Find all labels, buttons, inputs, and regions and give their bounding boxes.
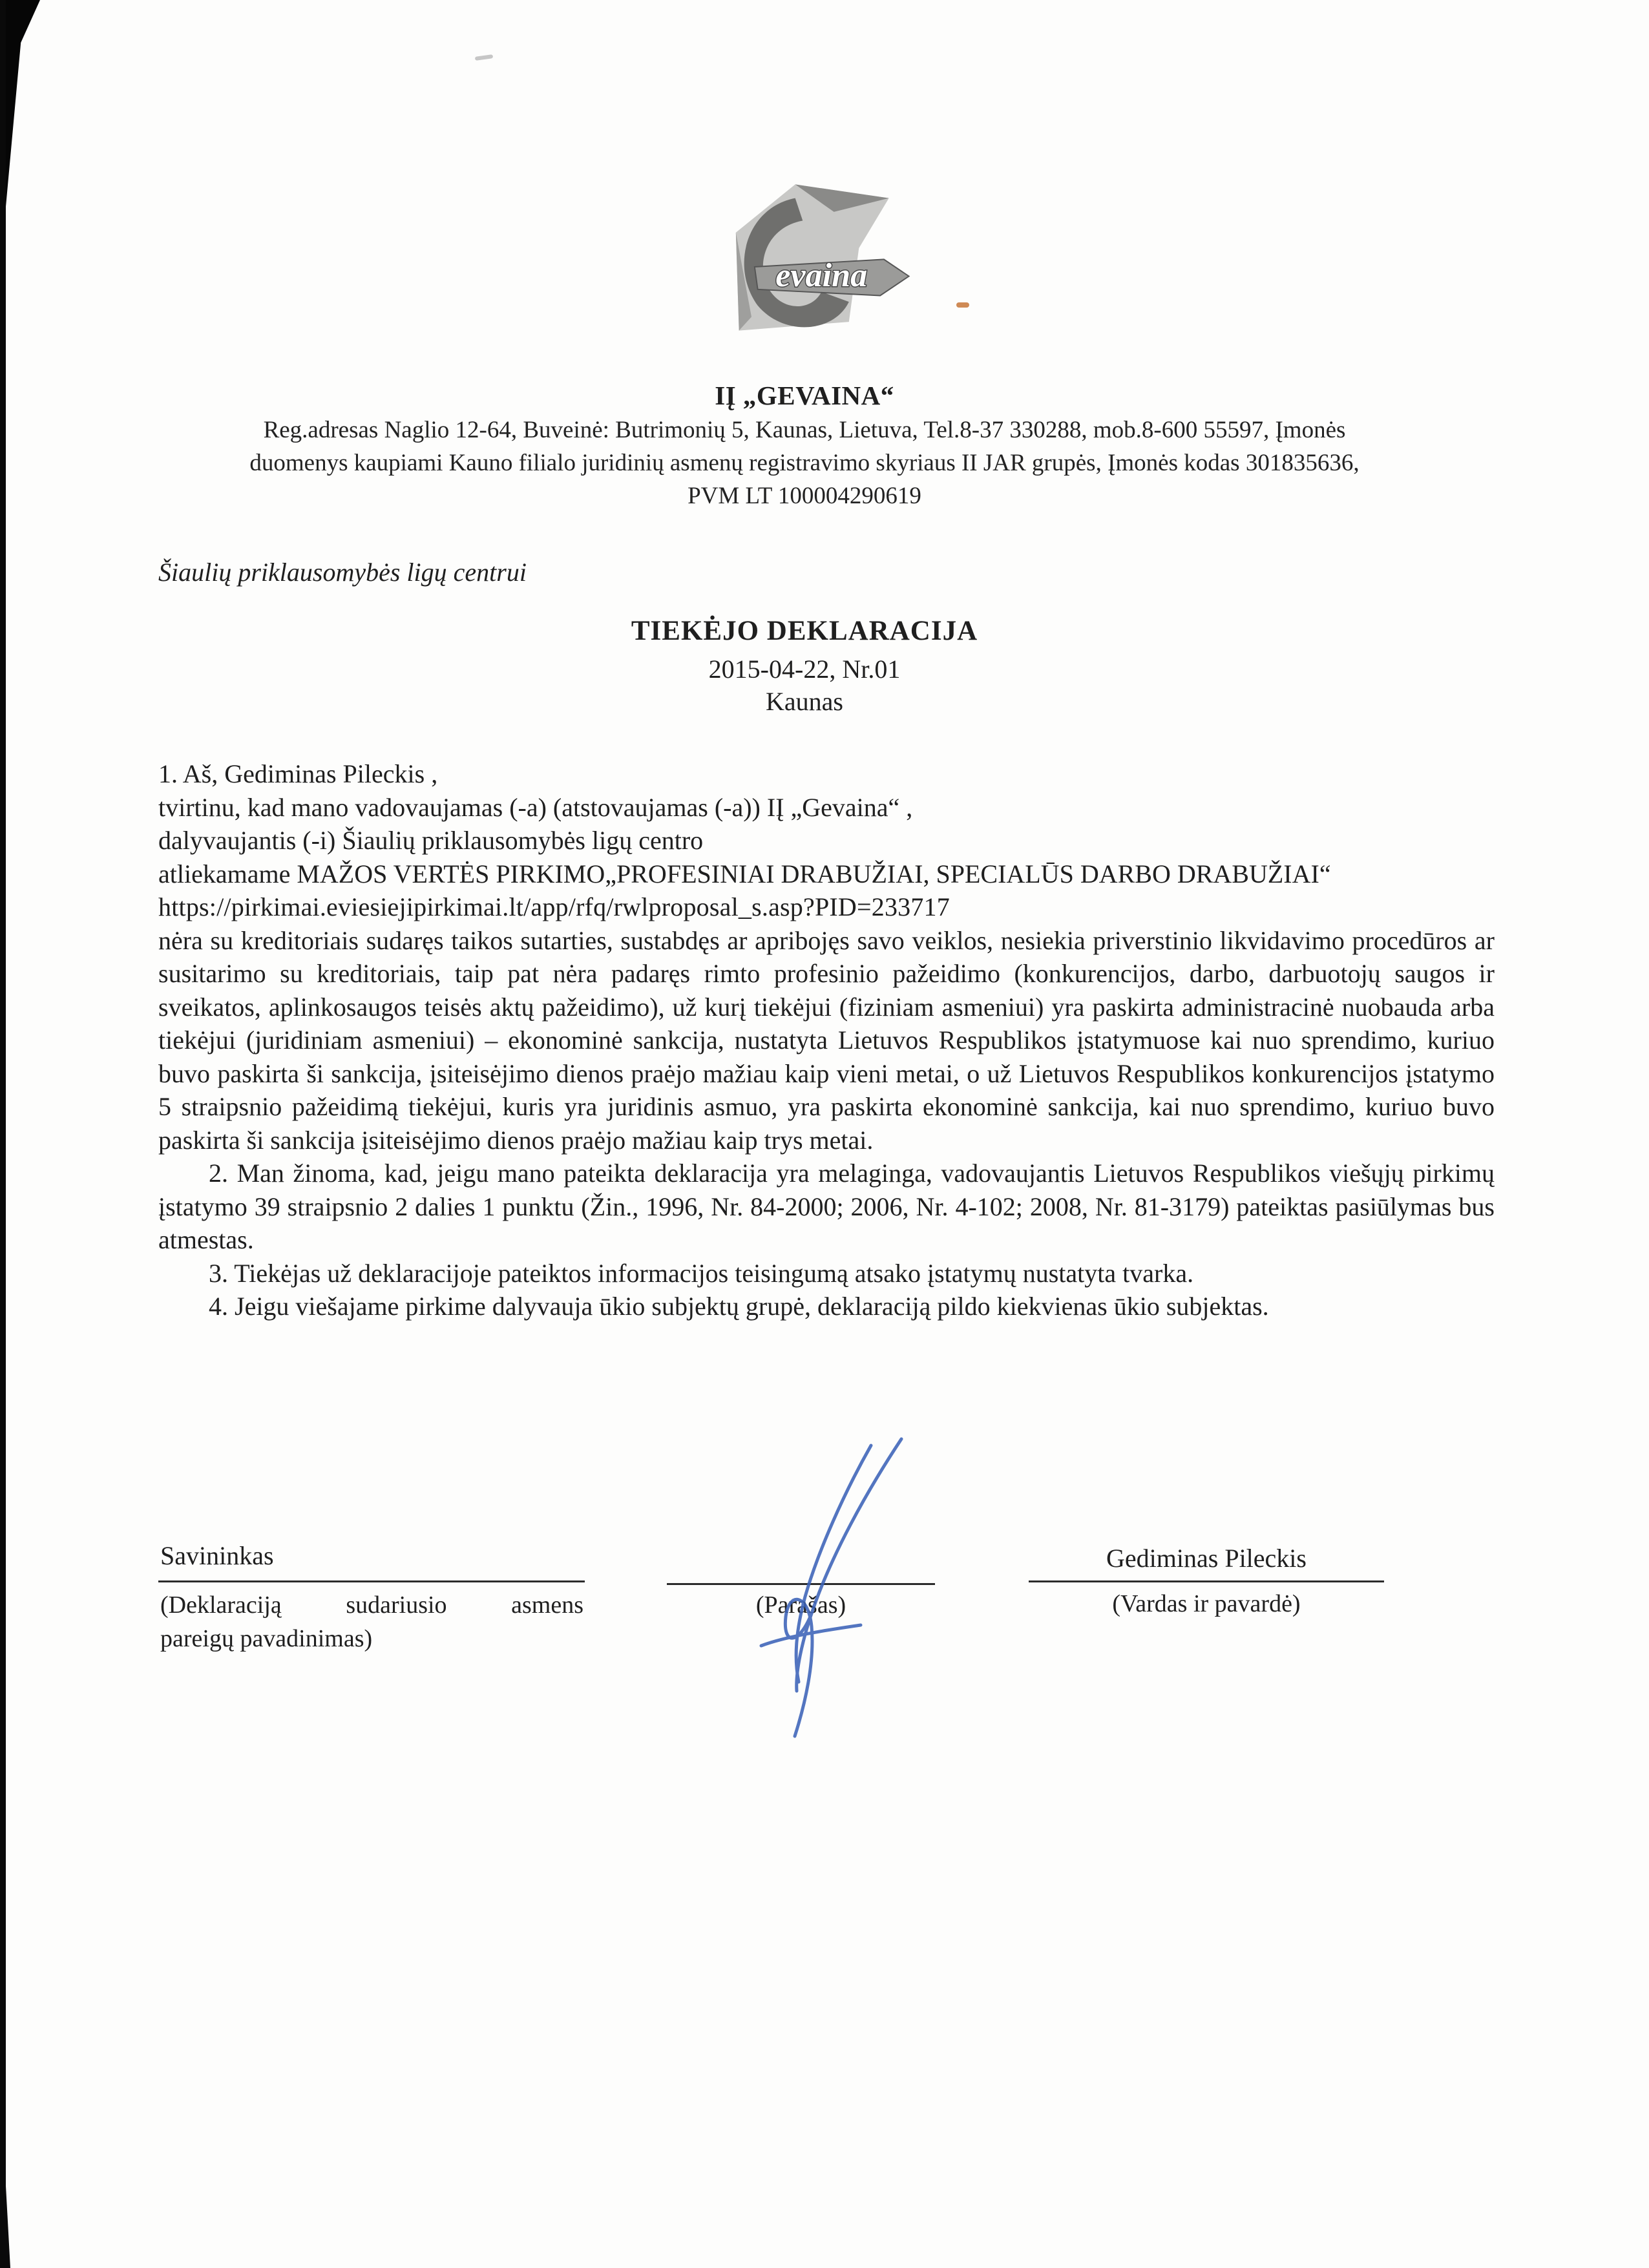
gevaina-logo-icon — [691, 173, 924, 361]
signature-left-line — [158, 1580, 585, 1582]
signature-right-name: Gediminas Pileckis — [1106, 1544, 1307, 1573]
signature-left-caption-2: pareigų pavadinimas) — [160, 1625, 373, 1652]
logo-banner-text: evaina — [775, 256, 868, 294]
procurement-url: https://pirkimai.eviesiejipirkimai.lt/app/rfq/rwlproposal_s.asp?PID=233717 — [158, 892, 950, 921]
signature-right-line — [1029, 1580, 1384, 1582]
body-p2: 2. Man žinoma, kad, jeigu mano pateikta deklaracija yra melaginga, vadovaujantis Lietuvos Respublikos viešųjų pirkimų įstatymo 39 straipsnio 2 dalies 1 punktu (Žin., 1996, Nr. 84-2000; 2006, Nr. 4-102; 2008, Nr. 81-3179) pateiktas pasiūlymas bus atmestas. — [158, 1159, 1501, 1254]
handwritten-signature — [685, 1431, 943, 1754]
company-logo — [691, 173, 924, 361]
signature-left-caption-1: (Deklaraciją sudariusio asmens — [160, 1591, 583, 1619]
body-p1-main: nėra su kreditoriais sudaręs taikos sutarties, sustabdęs ar apribojęs savo veiklos, nesiekia priverstinio likvidavimo procedūros ar susitarimo su kreditoriais, taip pat nėra padaręs rimto profesinio pažeidimo (konkurencijos, darbo, darbuotojų saugos ir sveikatos, aplinkosaugos teisės aktų pažeidimo), už kurį tiekėjui (fiziniam asmeniui) yra paskirta administracinė nuobauda arba tiekėjui (juridiniam asmeniui) – ekonominė sankcija, nustatyta Lietuvos Respublikos įstatymuose kai nuo sprendimo, kuriuo buvo paskirta ši sankcija, įsiteisėjimo dienos praėjo mažiau kaip vieni metai, o už Lietuvos Respublikos konkurencijos įstatymo 5 straipsnio pažeidimą tiekėjui, kuris yra juridinis asmuo, yra paskirta ekonominė sankcija, kai nuo sprendimo, kuriuo buvo paskirta ši sankcija įsiteisėjimo dienos praėjo mažiau kaip trys metai. — [158, 925, 1501, 1155]
declaration-body — [158, 757, 1501, 1323]
scan-speck-orange — [956, 302, 969, 308]
address-line-3: PVM LT 100004290619 — [688, 483, 921, 509]
signature-right-caption: (Vardas ir pavardė) — [1112, 1590, 1301, 1617]
body-p3: 3. Tiekėjas už deklaracijoje pateiktos informacijos teisingumą atsako įstatymų nustatyta tvarka. — [209, 1258, 1194, 1288]
body-p1-line1: 1. Aš, Gediminas Pileckis , — [158, 759, 438, 788]
scan-edge-line — [0, 0, 6, 2268]
document-date: 2015-04-22, Nr.01 — [708, 655, 901, 684]
body-p4: 4. Jeigu viešajame pirkime dalyvauja ūkio subjektų grupė, deklaraciją pildo kiekvienas ūkio subjektas. — [209, 1292, 1269, 1321]
signature-left-title: Savininkas — [160, 1541, 274, 1570]
document-city: Kaunas — [766, 687, 843, 716]
body-p1-line4: atliekamame MAŽOS VERTĖS PIRKIMO„PROFESINIAI DRABUŽIAI, SPECIALŪS DARBO DRABUŽIAI“ — [158, 859, 1331, 888]
scan-edge-wedge — [0, 0, 40, 213]
company-name: IĮ „GEVAINA“ — [715, 381, 894, 410]
body-p1-line2: tvirtinu, kad mano vadovaujamas (-a) (atstovaujamas (-a)) IĮ „Gevaina“ , — [158, 792, 913, 822]
scan-speck-top — [475, 54, 494, 61]
document-title: TIEKĖJO DEKLARACIJA — [631, 616, 978, 646]
company-address — [0, 414, 1609, 512]
address-line-2: duomenys kaupiami Kauno filialo juridinių asmenų registravimo skyriaus II JAR grupės, Įmonės kodas 301835636, — [249, 450, 1360, 476]
addressee: Šiaulių priklausomybės ligų centrui — [158, 558, 527, 587]
signature-center-caption: (Parašas) — [755, 1591, 846, 1619]
address-line-1: Reg.adresas Naglio 12-64, Buveinė: Butrimonių 5, Kaunas, Lietuva, Tel.8-37 330288, mob.8-600 55597, Įmonės — [263, 417, 1346, 443]
body-p1-line3: dalyvaujantis (-i) Šiaulių priklausomybės ligų centro — [158, 826, 704, 855]
